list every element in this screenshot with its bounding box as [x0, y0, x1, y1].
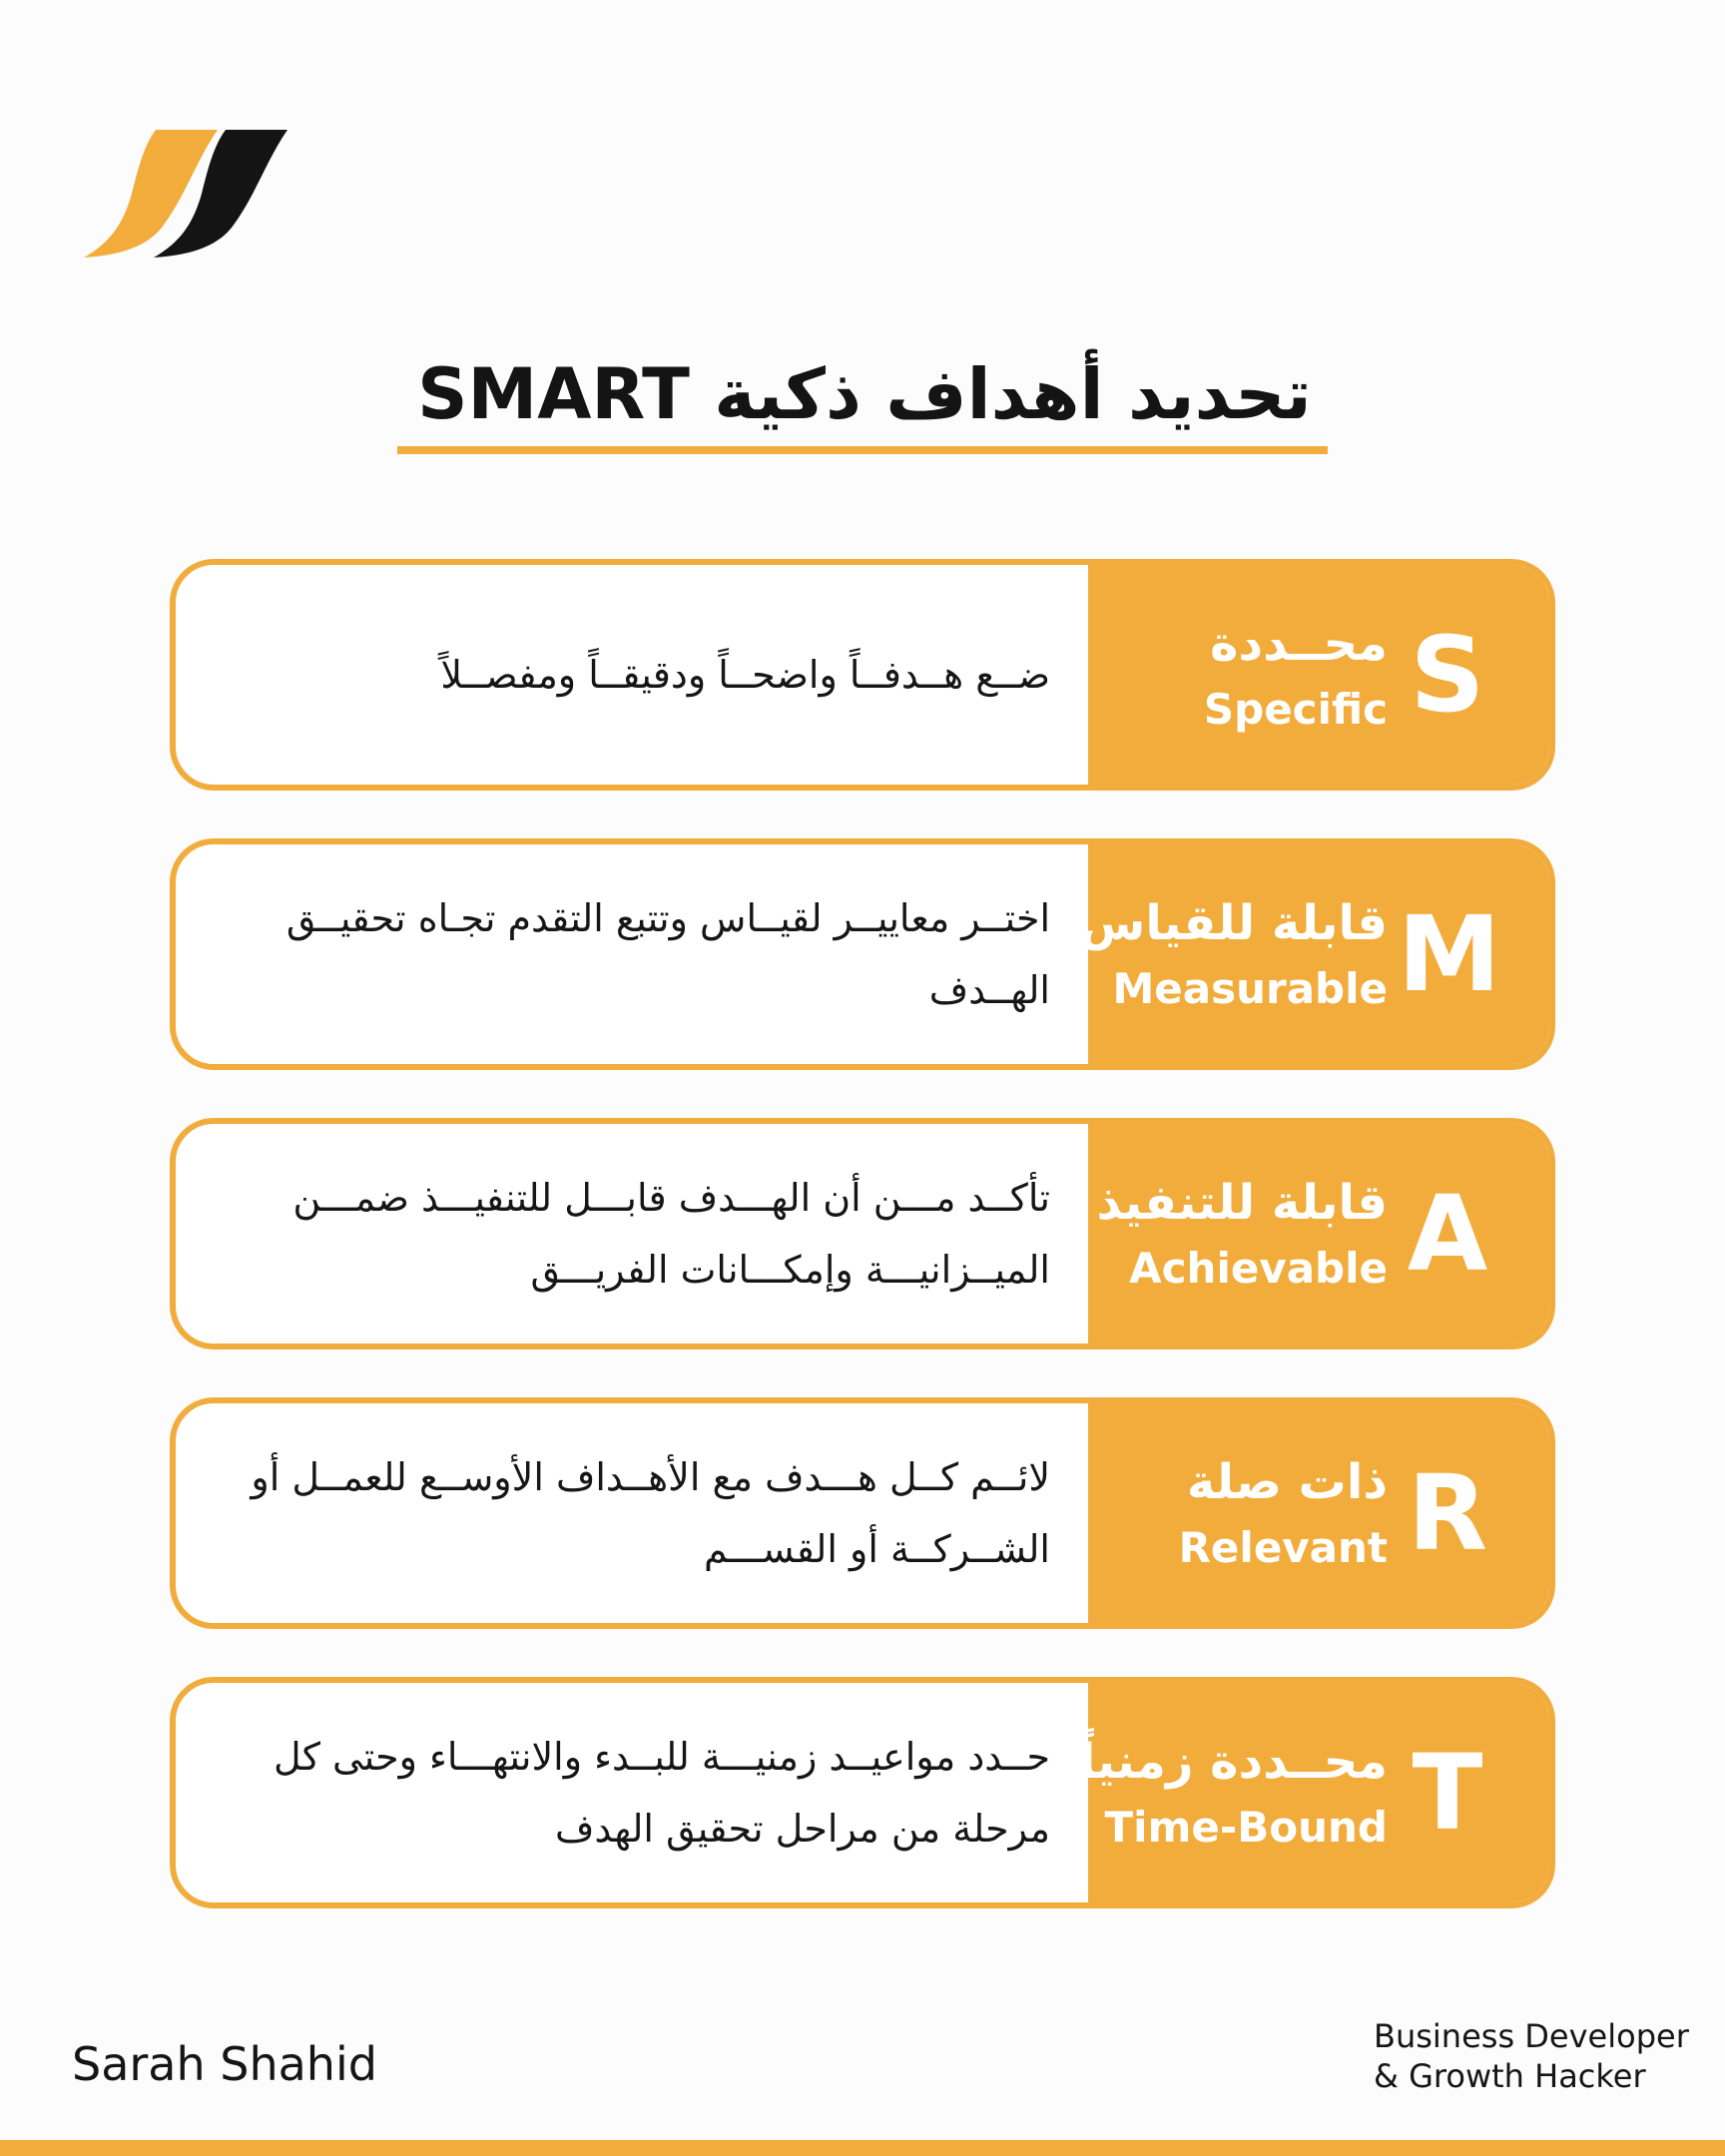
- card-tab: [1079, 844, 1549, 1064]
- author-name: Sarah Shahid: [72, 2037, 377, 2091]
- card-description: [232, 1683, 1050, 1902]
- card-description: [232, 1124, 1050, 1344]
- card-tab: [1088, 1403, 1549, 1623]
- brand-logo: [78, 122, 289, 262]
- card-description: [232, 565, 1050, 785]
- card-letter: T: [1412, 1732, 1483, 1854]
- card-label-english: Achievable: [1129, 1244, 1388, 1293]
- author-role-line1: Business Developer: [1374, 2017, 1689, 2055]
- card-label-arabic: محــددة: [1210, 616, 1388, 672]
- bottom-accent-bar: [0, 2140, 1725, 2156]
- card-description: [232, 1403, 1050, 1623]
- card-description-text: حــدد مواعيــد زمنيـــة للبــدء والانتهـــاء وحتى كل مرحلة من مراحل تحقيق الهدف: [274, 1735, 1050, 1851]
- card-description-text: ضــع هــدفــاً واضحــاً ودقيقــاً ومفصــلاً: [440, 653, 1050, 697]
- card-letter: A: [1407, 1173, 1488, 1295]
- smart-card-relevant: [170, 1397, 1555, 1629]
- smart-card-achievable: [170, 1118, 1555, 1349]
- card-label-english: Measurable: [1112, 964, 1388, 1013]
- author-role: [1374, 2016, 1693, 2096]
- card-label-english: Relevant: [1178, 1523, 1388, 1572]
- card-description-text: تأكــد مـــن أن الهـــدف قابـــل للتنفيـــذ ضمـــن الميــزانيـــة وإمكـــانات الفريـــق: [292, 1176, 1050, 1292]
- smart-cards: [170, 559, 1555, 1956]
- smart-card-time-bound: [170, 1677, 1555, 1908]
- card-label-english: Time-Bound: [1104, 1803, 1388, 1852]
- card-label-arabic: قابلة للقياس: [1079, 895, 1388, 951]
- card-label-english: Specific: [1203, 685, 1388, 734]
- smart-card-measurable: [170, 838, 1555, 1070]
- card-letter: R: [1407, 1452, 1488, 1574]
- page-title: تحديد أهداف ذكية SMART: [417, 353, 1312, 435]
- card-label-arabic: ذات صلة: [1186, 1454, 1388, 1510]
- card-letter: S: [1410, 614, 1485, 736]
- card-description-text: لائــم كــل هـــدف مع الأهــداف الأوســع للعمــل أو الشــركــة أو القســـم: [251, 1455, 1050, 1571]
- author-role-line2: & Growth Hacker: [1374, 2057, 1646, 2095]
- card-label-arabic: قابلة للتنفيذ: [1096, 1175, 1388, 1231]
- card-tab: [1078, 1683, 1549, 1902]
- card-label-arabic: محــددة زمنياً: [1078, 1734, 1388, 1790]
- card-tab: [1088, 1124, 1549, 1344]
- smart-card-specific: [170, 559, 1555, 791]
- title-underline: [397, 446, 1328, 454]
- card-description: [232, 844, 1050, 1064]
- card-tab: [1088, 565, 1549, 785]
- card-description-text: اختــر معاييــر لقيــاس وتتبع التقدم تجـاه تحقيــق الهــدف: [286, 896, 1050, 1012]
- card-letter: M: [1398, 893, 1501, 1015]
